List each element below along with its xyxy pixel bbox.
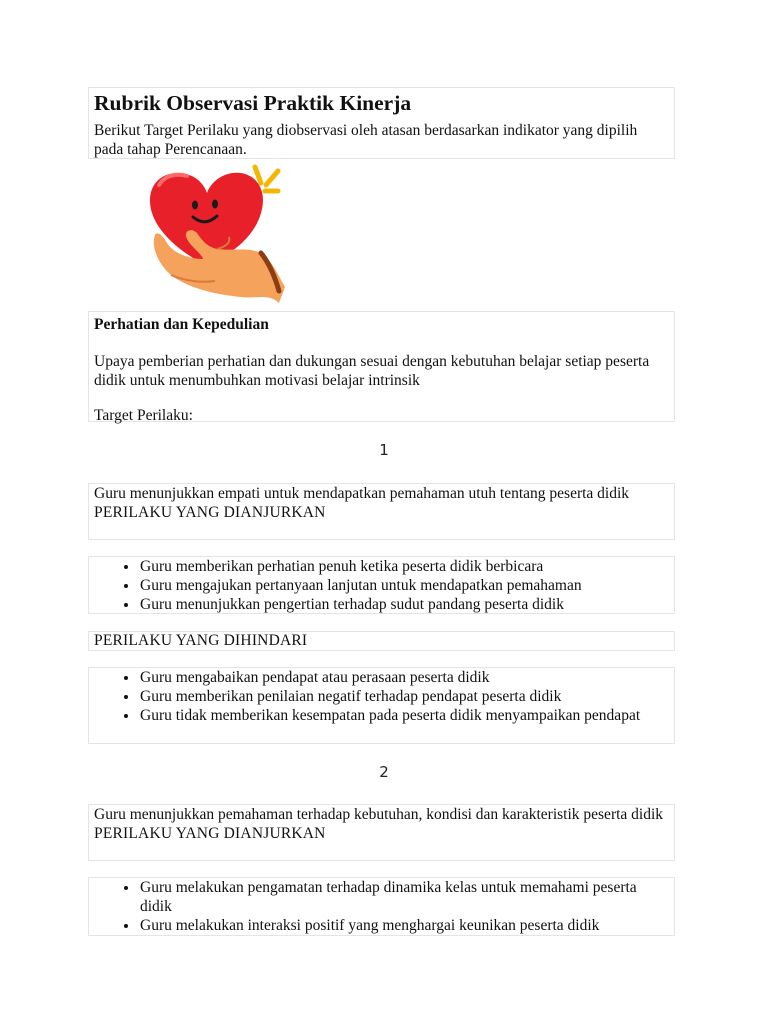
list-item: • Guru melakukan pengamatan terhadap dinamika kelas untuk memahami peserta didik — [139, 879, 666, 917]
heart-in-hand-smiling-icon — [145, 163, 287, 308]
list-item: • Guru memberikan penilaian negatif terhadap pendapat peserta didik — [139, 688, 666, 707]
list-item: • Guru mengabaikan pendapat atau perasaan peserta didik — [139, 669, 666, 688]
section-description: Upaya pemberian perhatian dan dukungan sesuai dengan kebutuhan belajar setiap peserta didik untuk menumbuhkan motivasi belajar intrinsik — [94, 353, 650, 389]
avoided-list-block — [88, 667, 675, 744]
intro-text: Berikut Target Perilaku yang diobservasi oleh atasan berdasarkan indikator yang dipilih pada tahap Perencanaan. — [94, 122, 638, 158]
recommended-heading: PERILAKU YANG DIANJURKAN — [94, 503, 326, 521]
document-title: Rubrik Observasi Praktik Kinerja — [94, 91, 412, 115]
section-block — [88, 311, 675, 422]
section-title: Perhatian dan Kepedulian — [94, 316, 269, 333]
list-item: • Guru mengajukan pertanyaan lanjutan untuk mendapatkan pemahaman — [139, 577, 666, 596]
list-item: • Guru tidak memberikan kesempatan pada peserta didik menyampaikan pendapat — [139, 707, 666, 726]
indicator-text: Guru menunjukkan empati untuk mendapatkan pemahaman utuh tentang peserta didik — [94, 485, 630, 502]
indicator-block — [88, 483, 675, 540]
indicator-block — [88, 804, 675, 861]
indicator-text: Guru menunjukkan pemahaman terhadap kebutuhan, kondisi dan karakteristik peserta didik — [94, 806, 664, 823]
avoided-heading: PERILAKU YANG DIHINDARI — [94, 632, 308, 649]
list-item: • Guru memberikan perhatian penuh ketika peserta didik berbicara — [139, 558, 666, 577]
title-block — [88, 87, 675, 159]
list-item: • Guru menunjukkan pengertian terhadap sudut pandang peserta didik — [139, 596, 666, 615]
list-item: • Guru melakukan interaksi positif yang menghargai keunikan peserta didik — [139, 917, 666, 936]
recommended-list-block — [88, 556, 675, 614]
recommended-list — [89, 558, 674, 614]
indicator-number: 2 — [379, 763, 389, 781]
indicator-number: 1 — [379, 441, 389, 459]
recommended-list-block — [88, 877, 675, 936]
avoided-heading-block — [88, 631, 675, 651]
recommended-list — [89, 879, 674, 935]
target-label: Target Perilaku: — [94, 407, 193, 424]
avoided-list — [89, 669, 674, 725]
recommended-heading: PERILAKU YANG DIANJURKAN — [94, 824, 326, 842]
